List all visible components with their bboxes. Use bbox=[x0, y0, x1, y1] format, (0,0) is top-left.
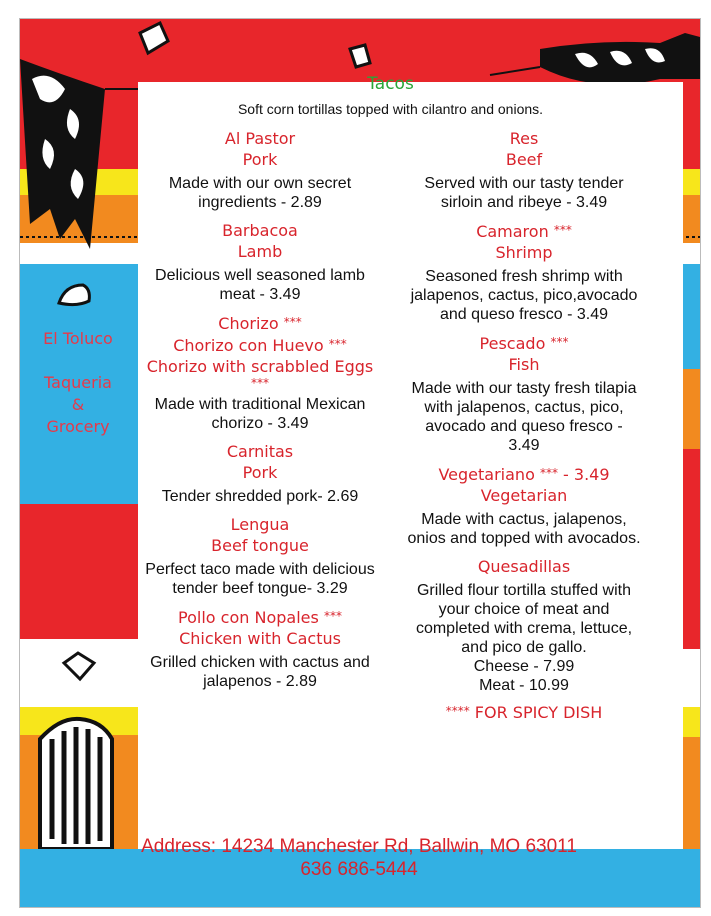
item-name-text: Pescado bbox=[479, 334, 546, 353]
menu-item-barbacoa bbox=[130, 220, 390, 304]
item-description-line: tender beef tongue- 3.29 bbox=[172, 580, 348, 597]
item-description bbox=[130, 174, 390, 212]
restaurant-name bbox=[19, 328, 137, 438]
item-description-line: with jalapenos, cactus, pico, bbox=[424, 399, 624, 416]
item-description-line: onios and topped with avocados. bbox=[407, 530, 641, 547]
item-price-line: Cheese - 7.99 bbox=[473, 658, 575, 675]
restaurant-type-line: Taqueria bbox=[44, 373, 112, 392]
item-name-english: Beef bbox=[505, 150, 543, 169]
menu-section-subtitle: Soft corn tortillas topped with cilantro and onions. bbox=[237, 101, 544, 117]
item-description-line: Grilled flour tortilla stuffed with bbox=[416, 582, 631, 599]
item-name: Res bbox=[509, 129, 539, 148]
item-name-english: Shrimp bbox=[495, 243, 553, 262]
spicy-marker: *** bbox=[251, 376, 269, 390]
item-description-line: jalapenos, cactus, pico,avocado bbox=[410, 287, 638, 304]
item-description bbox=[130, 395, 390, 433]
item-name-text: Pollo con Nopales bbox=[178, 608, 319, 627]
item-name-english: Pork bbox=[242, 463, 278, 482]
spicy-marker: *** bbox=[328, 337, 347, 351]
spicy-marker: *** bbox=[539, 466, 558, 480]
spicy-marker: *** bbox=[323, 609, 342, 623]
item-name bbox=[130, 606, 390, 628]
menu-item-pescado bbox=[393, 332, 655, 455]
item-description bbox=[130, 487, 390, 506]
spicy-marker: *** bbox=[283, 315, 302, 329]
left-menu-column bbox=[130, 128, 390, 699]
item-name bbox=[393, 332, 655, 354]
item-name: Barbacoa bbox=[222, 221, 298, 240]
restaurant-ampersand: & bbox=[71, 395, 85, 414]
item-name-english: Beef tongue bbox=[211, 536, 309, 555]
item-name-text: Camaron bbox=[476, 222, 549, 241]
red-strip-right bbox=[683, 449, 700, 649]
footer-contact bbox=[19, 835, 699, 881]
item-description bbox=[393, 267, 655, 324]
item-price-line: Meat - 10.99 bbox=[479, 677, 569, 694]
item-description-line: chorizo - 3.49 bbox=[211, 415, 309, 432]
yellow-strip-right bbox=[683, 707, 700, 737]
item-description-line: Made with traditional Mexican bbox=[154, 396, 366, 413]
restaurant-name-line: El Toluco bbox=[43, 329, 113, 348]
blue-strip-right bbox=[683, 264, 700, 369]
menu-item-carnitas bbox=[130, 441, 390, 506]
item-description-line: Perfect taco made with delicious bbox=[145, 561, 375, 578]
cactus-decoration bbox=[20, 709, 138, 849]
item-description bbox=[130, 560, 390, 598]
menu-item-vegetariano bbox=[393, 463, 655, 548]
address-text: Address: 14234 Manchester Rd, Ballwin, MO 63011 bbox=[141, 836, 577, 857]
spicy-legend-text: FOR SPICY DISH bbox=[469, 703, 603, 722]
phone-number: 636 686-5444 bbox=[300, 859, 418, 880]
item-description-line: Seasoned fresh shrimp with bbox=[425, 268, 623, 285]
spicy-marker: *** bbox=[553, 223, 572, 237]
item-name-english: Chorizo with scrabbled Eggs bbox=[146, 357, 374, 376]
item-name: Al Pastor bbox=[224, 129, 296, 148]
item-name-english: Pork bbox=[242, 150, 278, 169]
item-name-english: Chicken with Cactus bbox=[179, 629, 341, 648]
item-description-line: and pico de gallo. bbox=[461, 639, 587, 656]
item-description bbox=[393, 174, 655, 212]
red-panel-left bbox=[20, 504, 138, 639]
item-description-line: Tender shredded pork- 2.69 bbox=[161, 488, 359, 505]
item-description-line: Served with our tasty tender bbox=[424, 175, 624, 192]
item-name-variant bbox=[130, 334, 390, 356]
item-name-text: Chorizo con Huevo bbox=[173, 336, 324, 355]
item-name: Lengua bbox=[230, 515, 290, 534]
item-description-line: Delicious well seasoned lamb bbox=[155, 267, 365, 284]
item-description-line: and queso fresco - 3.49 bbox=[439, 306, 609, 323]
item-description bbox=[393, 510, 655, 548]
item-description-line: completed with crema, lettuce, bbox=[415, 620, 633, 637]
item-description bbox=[393, 379, 655, 455]
item-description-line: Made with our own secret bbox=[168, 175, 352, 192]
item-name: Quesadillas bbox=[477, 557, 571, 576]
item-description-line: meat - 3.49 bbox=[219, 286, 301, 303]
item-name-text: Chorizo bbox=[218, 314, 279, 333]
menu-item-camaron bbox=[393, 220, 655, 324]
item-description bbox=[130, 266, 390, 304]
spicy-marker: *** bbox=[550, 335, 569, 349]
leaf-shape-icon bbox=[55, 281, 95, 309]
item-name: Carnitas bbox=[226, 442, 294, 461]
item-description-line: sirloin and ribeye - 3.49 bbox=[440, 194, 608, 211]
restaurant-grocery-line: Grocery bbox=[46, 417, 110, 436]
item-description-line: jalapenos - 2.89 bbox=[203, 673, 317, 690]
item-name-english: Vegetarian bbox=[480, 486, 568, 505]
item-name bbox=[393, 463, 655, 485]
item-description-line: 3.49 bbox=[508, 437, 540, 454]
item-name bbox=[393, 220, 655, 242]
item-price: - 3.49 bbox=[557, 465, 610, 484]
menu-section-title: Tacos bbox=[367, 74, 414, 94]
menu-item-res bbox=[393, 128, 655, 212]
spicy-marker: **** bbox=[445, 704, 470, 718]
item-name bbox=[130, 312, 390, 334]
diamond-shape-icon bbox=[58, 649, 100, 683]
item-name-stars bbox=[130, 377, 390, 391]
menu-item-al-pastor bbox=[130, 128, 390, 212]
item-description-line: your choice of meat and bbox=[438, 601, 610, 618]
item-description-line: Grilled chicken with cactus and bbox=[150, 654, 370, 671]
item-name-text: Vegetariano bbox=[438, 465, 535, 484]
menu-item-quesadillas bbox=[393, 556, 655, 695]
item-description-line: avocado and queso fresco - bbox=[425, 418, 623, 435]
menu-item-lengua bbox=[130, 514, 390, 598]
item-description bbox=[393, 581, 655, 695]
menu-item-pollo-con-nopales bbox=[130, 606, 390, 691]
right-menu-column bbox=[393, 128, 655, 722]
orange-strip-right bbox=[683, 369, 700, 449]
item-name-english: Fish bbox=[508, 355, 540, 374]
spicy-legend bbox=[393, 703, 655, 722]
item-description-line: Made with our tasty fresh tilapia bbox=[411, 380, 637, 397]
item-name-english: Lamb bbox=[237, 242, 283, 261]
item-description bbox=[130, 653, 390, 691]
item-description-line: Made with cactus, jalapenos, bbox=[421, 511, 627, 528]
menu-item-chorizo bbox=[130, 312, 390, 433]
item-description-line: ingredients - 2.89 bbox=[198, 194, 322, 211]
